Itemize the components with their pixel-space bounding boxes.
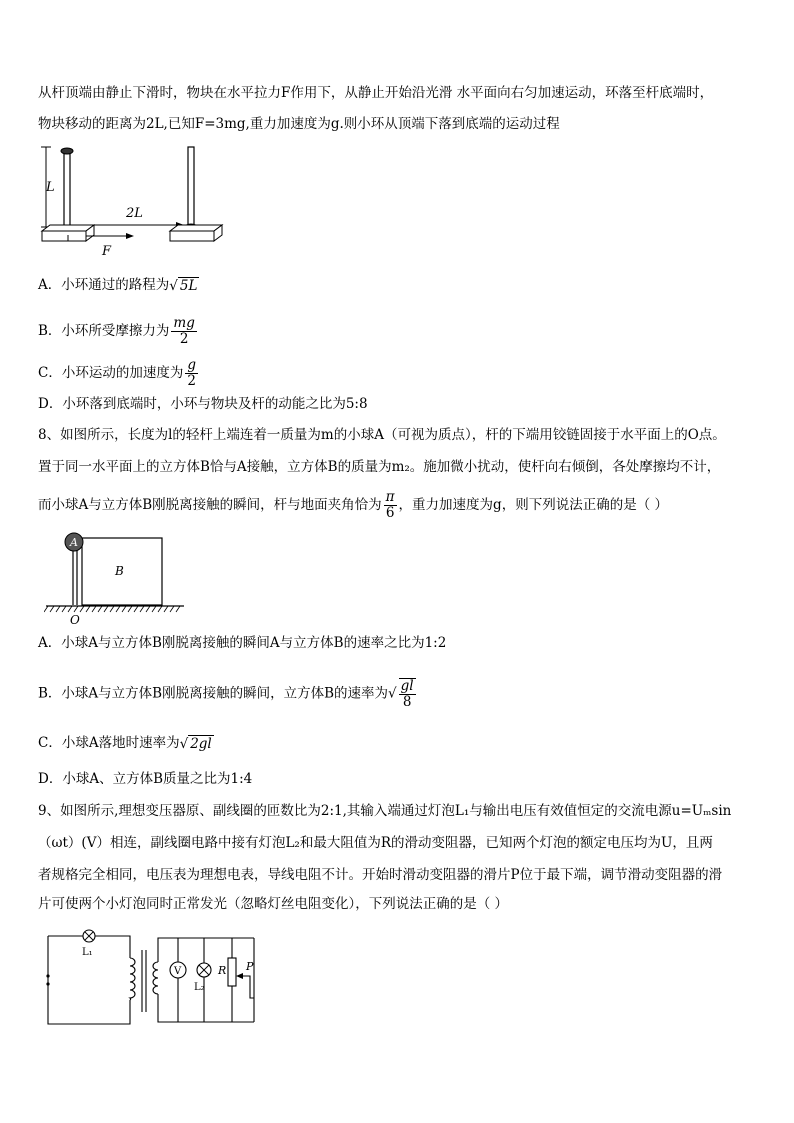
q7-option-b	[38, 316, 199, 347]
q7-figure-rod-ring-block	[38, 143, 238, 258]
q7-label-L: L	[46, 180, 55, 195]
q8-option-b-sqrt: √ $\frac{gl}{8}$	[388, 678, 414, 710]
q9-label-V: V	[174, 966, 182, 977]
q8-angle-denominator: 6	[385, 505, 395, 521]
q8-option-b-numerator: gl	[400, 678, 414, 694]
q9-stem-line2: （ωt）(V）相连，副线圈电路中接有灯泡L₂和最大阻值为R的滑动变阻器，已知两个灯泡的额定电压均为U，且两	[38, 835, 713, 851]
q8-option-b	[38, 678, 418, 710]
q7-label-F: F	[102, 244, 112, 258]
q8-option-c-radicand: 2gl	[190, 735, 212, 752]
q7-option-c-numerator: g	[187, 357, 196, 373]
q7-option-c-fraction	[185, 358, 198, 389]
q8-stem-line3-b: ，重力加速度为g，则下列说法正确的是（ ）	[398, 497, 668, 513]
q8-label-O: O	[70, 613, 80, 627]
q8-stem-line2: 置于同一水平面上的立方体B恰与A接触，立方体B的质量为m₂。施加微小扰动，使杆向右倾倒，各处摩擦均不计，	[38, 459, 721, 475]
q8-option-c	[38, 734, 214, 753]
q9-figure-transformer-circuit	[40, 928, 290, 1030]
q7-option-b-fraction	[171, 316, 196, 347]
q7-option-b-denominator: 2	[179, 331, 189, 347]
q8-stem-line1: 8、如图所示，长度为l的轻杆上端连着一质量为m的小球A（可视为质点），杆的下端用铰链固接于水平面上的O点。	[38, 427, 726, 443]
q8-option-c-sqrt: √ 2gl	[179, 735, 212, 752]
q8-stem-line3	[38, 490, 668, 521]
q9-label-R: R	[218, 964, 227, 977]
q8-option-b-text: B．小球A与立方体B刚脱离接触的瞬间，立方体B的速率为	[38, 685, 389, 702]
q8-option-d: D．小球A、立方体B质量之比为1:4	[38, 771, 253, 787]
q8-label-A: A	[70, 536, 78, 549]
q8-label-B: B	[115, 564, 124, 578]
q7-option-a-radicand: 5L	[179, 277, 198, 294]
q7-option-a	[38, 276, 199, 295]
q8-option-b-fraction	[399, 678, 416, 710]
q9-stem-line3: 者规格完全相同，电压表为理想电表，导线电阻不计。开始时滑动变阻器的滑片P位于最下端，调节滑动变阻器的滑	[38, 867, 723, 883]
q9-label-L1: L₁	[82, 947, 93, 958]
q8-angle-fraction	[384, 490, 397, 521]
q8-stem-line3-a: 而小球A与立方体B刚脱离接触的瞬间，杆与地面夹角恰为	[38, 497, 382, 513]
q7-option-a-text: A．小环通过的路程为	[38, 277, 170, 293]
q7-option-a-sqrt: √ 5L	[169, 277, 198, 294]
q7-option-c	[38, 358, 200, 389]
q8-option-c-text: C．小球A落地时速率为	[38, 735, 180, 751]
q9-label-L2: L₂	[194, 982, 205, 993]
q9-stem-line4: 片可使两个小灯泡同时正常发光（忽略灯丝电阻变化），下列说法正确的是（ ）	[38, 896, 509, 912]
q9-stem-line1: 9、如图所示,理想变压器原、副线圈的匝数比为2:1,其输入端通过灯泡L₁与输出电压有效值恒定的交流电源u=Uₘsin	[38, 803, 732, 819]
q7-option-b-numerator: mg	[173, 315, 195, 331]
q8-figure-rod-cube	[44, 528, 194, 628]
q9-label-P: P	[246, 960, 254, 973]
q7-label-2L: 2L	[126, 206, 143, 221]
q8-option-b-denominator: 8	[402, 694, 412, 710]
q7-option-d: D．小环落到底端时，小环与物块及杆的动能之比为5:8	[38, 396, 368, 412]
q8-angle-numerator: π	[385, 489, 395, 505]
q7-option-c-denominator: 2	[187, 373, 196, 389]
q8-option-a: A．小球A与立方体B刚脱离接触的瞬间A与立方体B的速率之比为1:2	[38, 635, 447, 651]
q7-option-c-text: C．小环运动的加速度为	[38, 365, 184, 381]
q7-option-b-text: B．小环所受摩擦力为	[38, 323, 170, 339]
q7-stem-line2: 物块移动的距离为2L,已知F=3mg,重力加速度为g.则小环从顶端下落到底端的运动过程	[38, 116, 560, 132]
q7-stem-line1: 从杆顶端由静止下滑时，物块在水平拉力F作用下，从静止开始沿光滑 水平面向右匀加速运动，环落至杆底端时，	[38, 85, 714, 101]
